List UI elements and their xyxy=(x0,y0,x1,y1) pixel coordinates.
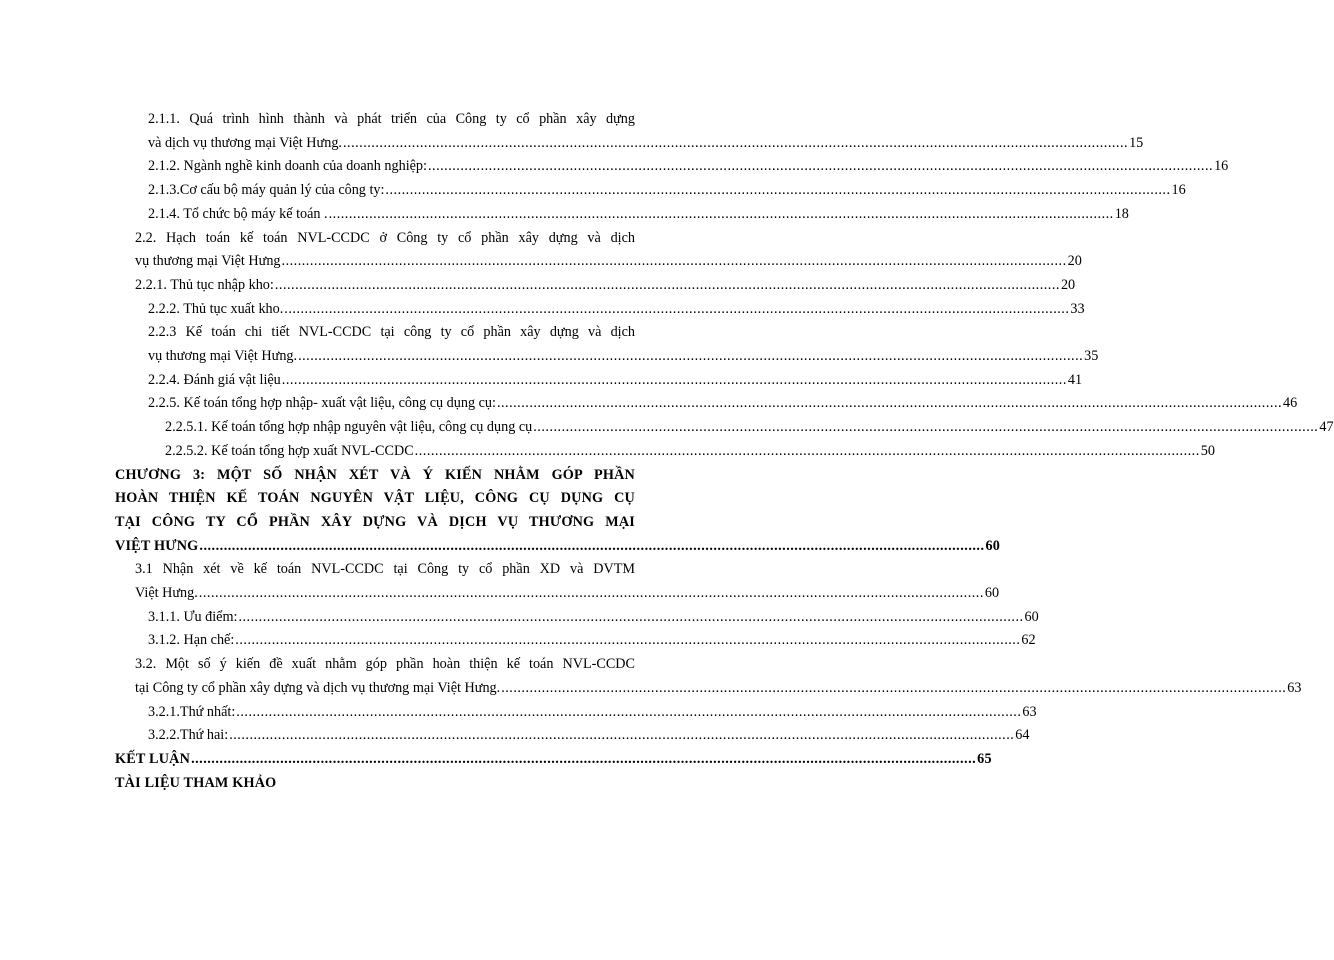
toc-entry xyxy=(115,464,1001,559)
toc-entry-title: Việt Hưng. xyxy=(135,585,198,602)
toc-entry xyxy=(115,298,1085,322)
toc-dot-leader: .................................................................................................................................................................................................. xyxy=(427,158,1214,175)
toc-page-number: 60 xyxy=(1024,608,1039,625)
toc-entry-title: 2.2.5.1. Kế toán tổng hợp nhập nguyên vật liệu, công cụ dụng cụ xyxy=(165,419,533,436)
toc-entry-title: KẾT LUẬN xyxy=(115,750,191,767)
toc-dot-leader: .................................................................................................................................................................................................. xyxy=(238,608,1024,625)
toc-entry-title: tại Công ty cổ phần xây dựng và dịch vụ thương mại Việt Hưng. xyxy=(135,679,501,696)
toc-dot-leader: .................................................................................................................................................................................................. xyxy=(281,253,1067,270)
toc-page-number: 50 xyxy=(1200,442,1215,459)
toc-dot-leader: .................................................................................................................................................................................................. xyxy=(414,442,1200,459)
toc-entry-title: 2.1.1. Quá trình hình thành và phát triển của Công ty cổ phần xây dựng xyxy=(148,111,635,127)
toc-page-number: 62 xyxy=(1021,632,1036,649)
toc-page-number: 60 xyxy=(985,537,1001,554)
toc-entry-title: vụ thương mại Việt Hưng xyxy=(135,253,281,270)
toc-entry-title: 2.1.3.Cơ cấu bộ máy quản lý của công ty: xyxy=(148,182,385,199)
toc-dot-leader: .................................................................................................................................................................................................. xyxy=(496,395,1283,412)
toc-entry xyxy=(115,179,1186,203)
toc-dot-leader: .................................................................................................................................................................................................. xyxy=(235,632,1021,649)
toc-dot-leader: .................................................................................................................................................................................................. xyxy=(533,419,1319,436)
toc-entry-title: và dịch vụ thương mại Việt Hưng. xyxy=(148,134,342,151)
toc-entry xyxy=(115,772,635,796)
toc-dot-leader: .................................................................................................................................................................................................. xyxy=(281,371,1067,388)
toc-entry-title: VIỆT HƯNG xyxy=(115,537,199,554)
toc-entry-title: 3.1.1. Ưu điểm: xyxy=(148,608,238,625)
toc-dot-leader: .................................................................................................................................................................................................. xyxy=(284,300,1070,317)
toc-dot-leader: .................................................................................................................................................................................................. xyxy=(385,182,1171,199)
toc-page-number: 63 xyxy=(1287,679,1302,696)
toc-entry-title: 3.2.1.Thứ nhất: xyxy=(148,703,236,720)
toc-entry-title: 2.1.2. Ngành nghề kinh doanh của doanh nghiệp: xyxy=(148,158,427,175)
toc-page-number: 16 xyxy=(1171,182,1186,199)
toc-page-number: 41 xyxy=(1067,371,1083,388)
toc-entry xyxy=(115,416,1334,440)
toc-dot-leader: .................................................................................................................................................................................................. xyxy=(342,134,1129,151)
toc-entry xyxy=(115,392,1298,416)
toc-entry-title: 3.2.2.Thứ hai: xyxy=(148,727,229,744)
toc-entry xyxy=(115,108,1144,155)
toc-entry-title: 2.2.2. Thủ tục xuất kho. xyxy=(148,300,284,317)
toc-entry-title: 3.1.2. Hạn chế: xyxy=(148,632,235,649)
toc-page-number: 47 xyxy=(1319,419,1334,436)
toc-dot-leader: .................................................................................................................................................................................................. xyxy=(298,348,1084,365)
toc-page-number: 35 xyxy=(1084,348,1099,365)
toc-entry-title: 3.1 Nhận xét về kế toán NVL-CCDC tại Công ty cổ phần XD và DVTM xyxy=(135,561,635,578)
toc-entry-title: CHƯƠNG 3: MỘT SỐ NHẬN XÉT VÀ Ý KIẾN NHẰM GÓP PHẦN xyxy=(115,466,635,483)
toc-page-number: 33 xyxy=(1070,300,1085,317)
toc-entry-title: 2.2.4. Đánh giá vật liệu xyxy=(148,371,281,388)
toc-entry xyxy=(115,558,1000,605)
toc-dot-leader: .................................................................................................................................................................................................. xyxy=(274,276,1060,293)
toc-entry-title: HOÀN THIỆN KẾ TOÁN NGUYÊN VẬT LIỆU, CÔNG CỤ DỤNG CỤ xyxy=(115,490,635,507)
toc-entry xyxy=(115,203,1129,227)
toc-entry xyxy=(115,724,1030,748)
toc-page-number: 65 xyxy=(977,750,992,767)
toc-entry-title: 2.2.1. Thủ tục nhập kho: xyxy=(135,276,274,293)
toc-page-number: 20 xyxy=(1067,253,1082,270)
toc-entry xyxy=(115,653,1302,700)
toc-dot-leader: .................................................................................................................................................................................................. xyxy=(328,205,1114,222)
toc-entry xyxy=(115,155,1229,179)
toc-dot-leader: .................................................................................................................................................................................................. xyxy=(236,703,1022,720)
toc-entry-title: vụ thương mại Việt Hưng. xyxy=(148,348,298,365)
toc-page-number: 15 xyxy=(1129,134,1144,151)
toc-entry-title: 2.2.5.2. Kế toán tổng hợp xuất NVL-CCDC xyxy=(165,442,414,459)
toc-entry-title: 2.2.5. Kế toán tổng hợp nhập- xuất vật liệu, công cụ dụng cụ: xyxy=(148,395,496,412)
toc-entry xyxy=(115,274,1076,298)
toc-entry-title: 2.2. Hạch toán kế toán NVL-CCDC ở Công ty cổ phần xây dựng và dịch xyxy=(135,229,635,246)
table-of-contents xyxy=(115,108,1334,795)
toc-page-number: 46 xyxy=(1283,395,1298,412)
toc-entry-title: 3.2. Một số ý kiến đề xuất nhằm góp phần hoàn thiện kế toán NVL-CCDC xyxy=(135,656,635,673)
toc-page-number: 18 xyxy=(1114,205,1129,222)
toc-entry xyxy=(115,606,1039,630)
toc-entry xyxy=(115,701,1037,725)
toc-entry xyxy=(115,748,992,772)
toc-entry-title: TÀI LIỆU THAM KHẢO xyxy=(115,774,277,791)
toc-page-number: 60 xyxy=(984,585,1000,602)
toc-dot-leader: .................................................................................................................................................................................................. xyxy=(199,537,985,554)
toc-entry xyxy=(115,321,1099,368)
toc-entry xyxy=(115,629,1036,653)
toc-entry xyxy=(115,227,1082,274)
toc-entry-title: TẠI CÔNG TY CỔ PHẦN XÂY DỰNG VÀ DỊCH VỤ THƯƠNG MẠI xyxy=(115,513,635,530)
toc-dot-leader: .................................................................................................................................................................................................. xyxy=(198,585,984,602)
toc-page-number: 64 xyxy=(1015,727,1030,744)
toc-dot-leader: .................................................................................................................................................................................................. xyxy=(229,727,1015,744)
toc-dot-leader: .................................................................................................................................................................................................. xyxy=(191,750,977,767)
toc-page-number: 63 xyxy=(1022,703,1037,720)
toc-dot-leader: .................................................................................................................................................................................................. xyxy=(501,679,1287,696)
toc-page-number: 20 xyxy=(1060,276,1076,293)
toc-page-number: 16 xyxy=(1214,158,1229,175)
toc-entry xyxy=(115,369,1083,393)
toc-entry xyxy=(115,440,1215,464)
toc-entry-title: 2.2.3 Kế toán chi tiết NVL-CCDC tại công ty cổ phần xây dựng và dịch xyxy=(148,324,635,341)
toc-entry-title: 2.1.4. Tổ chức bộ máy kế toán . xyxy=(148,205,328,222)
